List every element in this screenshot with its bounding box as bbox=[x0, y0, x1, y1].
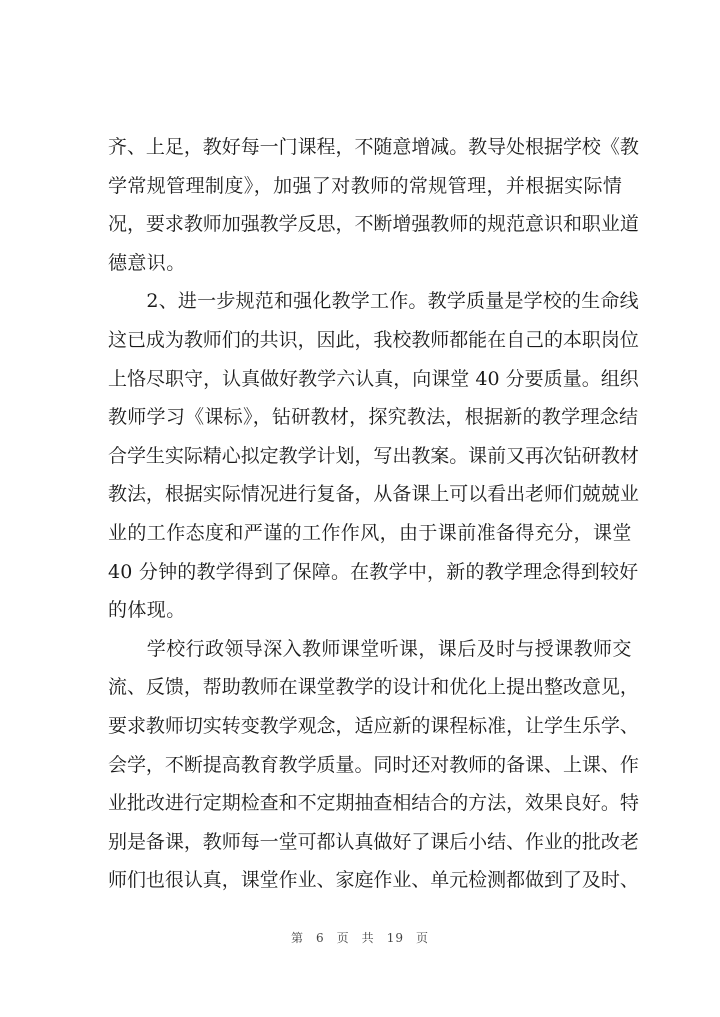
text-line: 要求教师切实转变教学观念，适应新的课程标准，让学生乐学、 bbox=[108, 714, 639, 737]
text-line: 教师学习《课标》，钻研教材，探究教法，根据新的教学理念结 bbox=[108, 406, 639, 429]
page-footer bbox=[0, 929, 720, 946]
text-line: 会学，不断提高教育教学质量。同时还对教师的备课、上课、作 bbox=[108, 753, 639, 776]
text-line: 流、反馈，帮助教师在课堂教学的设计和优化上提出整改意见， bbox=[108, 676, 639, 699]
text-line: 40 分钟的教学得到了保障。在教学中，新的教学理念得到较好 bbox=[108, 560, 639, 583]
text-line: 况，要求教师加强教学反思，不断增强教师的规范意识和职业道 bbox=[108, 213, 639, 236]
text-line: 学常规管理制度》，加强了对教师的常规管理，并根据实际情 bbox=[108, 174, 623, 197]
text-line: 业的工作态度和严谨的工作作风，由于课前准备得充分，课堂 bbox=[108, 521, 632, 544]
text-line: 教法，根据实际情况进行复备，从备课上可以看出老师们兢兢业 bbox=[108, 483, 639, 506]
footer-total-label: 共 bbox=[361, 931, 375, 945]
footer-prefix: 第 bbox=[291, 931, 305, 945]
text-line: 上恪尽职守，认真做好教学六认真，向课堂 40 分要质量。组织 bbox=[108, 367, 639, 390]
total-pages-number: 19 bbox=[386, 931, 404, 945]
text-line: 学校行政领导深入教师课堂听课，课后及时与授课教师交 bbox=[108, 637, 632, 660]
text-line: 业批改进行定期检查和不定期抽查相结合的方法，效果良好。特 bbox=[108, 792, 639, 815]
text-line: 师们也很认真，课堂作业、家庭作业、单元检测都做到了及时、 bbox=[108, 869, 639, 892]
text-line: 别是备课，教师每一堂可都认真做好了课后小结、作业的批改老 bbox=[108, 830, 639, 853]
text-line: 合学生实际精心拟定教学计划，写出教案。课前又再次钻研教材 bbox=[108, 444, 639, 467]
text-line: 这已成为教师们的共识，因此，我校教师都能在自己的本职岗位 bbox=[108, 328, 639, 351]
text-line: 德意识。 bbox=[108, 251, 186, 274]
text-line: 的体现。 bbox=[108, 599, 186, 622]
document-body bbox=[108, 128, 640, 900]
current-page-number: 6 bbox=[316, 931, 325, 945]
text-line: 2、进一步规范和强化教学工作。教学质量是学校的生命线 bbox=[108, 290, 639, 313]
text-line: 齐、上足，教好每一门课程，不随意增减。教导处根据学校《教 bbox=[108, 136, 639, 158]
footer-suffix: 页 bbox=[415, 931, 429, 945]
footer-page-label: 页 bbox=[336, 931, 350, 945]
